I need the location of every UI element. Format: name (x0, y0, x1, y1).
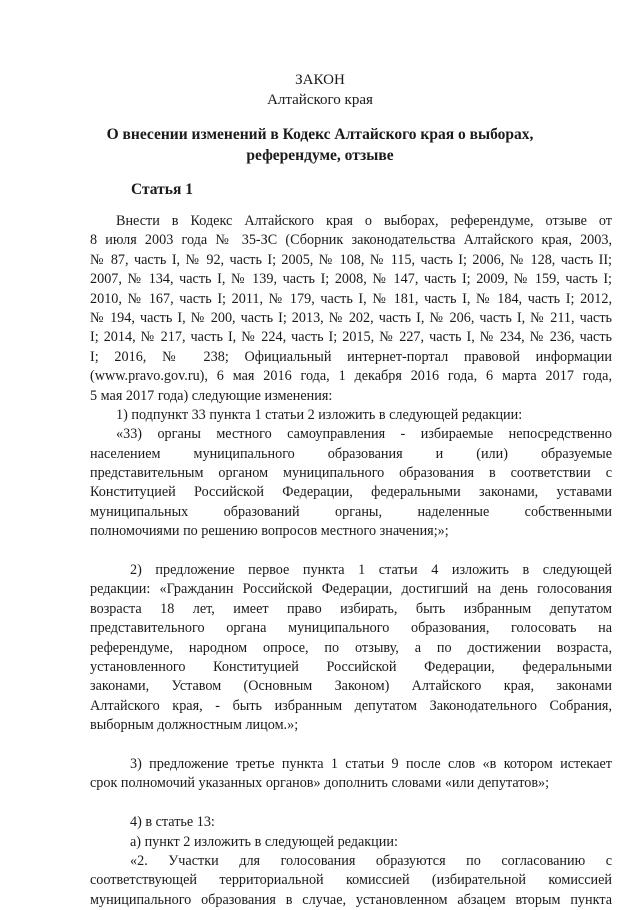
item-line: выборным должностным лицом.»; (90, 717, 299, 734)
region-label: Алтайского края (267, 92, 373, 108)
item-line: 2) предложение первое пункта 1 статьи 4 изложить в следующей (130, 562, 612, 579)
quote-line: «2. Участки для голосования образуются по согласованию с (130, 852, 612, 869)
paragraph-gap (90, 794, 612, 813)
item-lead: 4) в статье 13: (130, 814, 215, 831)
body-line: 2010, № 167, часть I; 2011, № 179, часть I, № 181, часть I, № 184, часть I; 2012, (90, 290, 612, 307)
item-line: возраста 18 лет, имеет право избирать, быть избранным депутатом (90, 600, 612, 617)
item-line: 3) предложение третье пункта 1 статьи 9 после слов «в котором истекает (130, 755, 612, 772)
title-line: О внесении изменений в Кодекс Алтайского края о выборах, (106, 126, 534, 143)
item-line: Алтайского края, - быть избранным депутатом Законодательного Собрания, (90, 697, 612, 714)
law-label: ЗАКОН (295, 72, 345, 88)
item-lead: 1) подпункт 33 пункта 1 статьи 2 изложить в следующей редакции: (116, 406, 523, 423)
sub-item-lead: а) пункт 2 изложить в следующей редакции: (130, 833, 398, 850)
quote-line: муниципального образования в случае, установленном абзацем вторым пункта (90, 891, 612, 908)
body-line: I; 2016, № 238; Официальный интернет-портал правовой информации (90, 348, 612, 365)
item-line: срок полномочий указанных органов» дополнить словами «или депутатов»; (90, 775, 550, 792)
document-body (90, 212, 612, 910)
body-line: № 87, часть I, № 92, часть I; 2005, № 108, № 115, часть I; 2006, № 128, часть II; (90, 251, 612, 268)
title-line: референдуме, отзыве (246, 147, 394, 164)
body-line: 2007, № 134, часть I, № 139, часть I; 2008, № 147, часть I; 2009, № 159, часть I; (90, 271, 612, 288)
item-line: референдуме, народном опросе, по отзыву, а по достижении возраста, (90, 639, 612, 656)
body-line: № 194, часть I, № 200, часть I; 2013, № 202, часть I, № 206, часть I, № 211, часть (90, 309, 612, 326)
document-header (0, 70, 640, 110)
quote-line: Конституцией Российской Федерации, федеральными законами, уставами (90, 484, 612, 501)
item-line: законами, Уставом (Основным Законом) Алтайского края, законами (90, 678, 612, 695)
article-heading: Статья 1 (131, 181, 193, 198)
body-line: Внести в Кодекс Алтайского края о выборах, референдуме, отзыве от (116, 213, 612, 229)
item-line: редакции: «Гражданин Российской Федерации, достигший на день голосования (90, 581, 612, 598)
body-line: (www.pravo.gov.ru), 6 мая 2016 года, 1 декабря 2016 года, 6 марта 2017 года, (90, 368, 612, 385)
quote-line: населением муниципального образования и (или) образуемые (90, 445, 612, 462)
quote-line: представительным органом муниципального образования в соответствии с (90, 465, 612, 482)
body-line: I; 2014, № 217, часть I, № 224, часть I; 2015, № 227, часть I, № 234, № 236, часть (90, 329, 612, 346)
paragraph-gap (90, 736, 612, 755)
quote-line: муниципальных образований органы, наделенные собственными (90, 503, 612, 520)
item-line: установленного Конституцией Российской Федерации, федеральными (90, 658, 612, 675)
quote-line: полномочиями по решению вопросов местного значения;»; (90, 523, 449, 540)
quote-line: «33) органы местного самоуправления - избираемые непосредственно (116, 426, 612, 443)
document-title (0, 124, 640, 166)
item-line: представительного органа муниципального образования, голосовать на (90, 620, 612, 637)
paragraph-gap (90, 542, 612, 561)
body-line: 8 июля 2003 года № 35-ЗС (Сборник законодательства Алтайского края, 2003, (90, 232, 612, 249)
quote-line: соответствующей территориальной комиссией (избирательной комиссией (90, 872, 612, 889)
body-line: 5 мая 2017 года) следующие изменения: (90, 387, 333, 404)
